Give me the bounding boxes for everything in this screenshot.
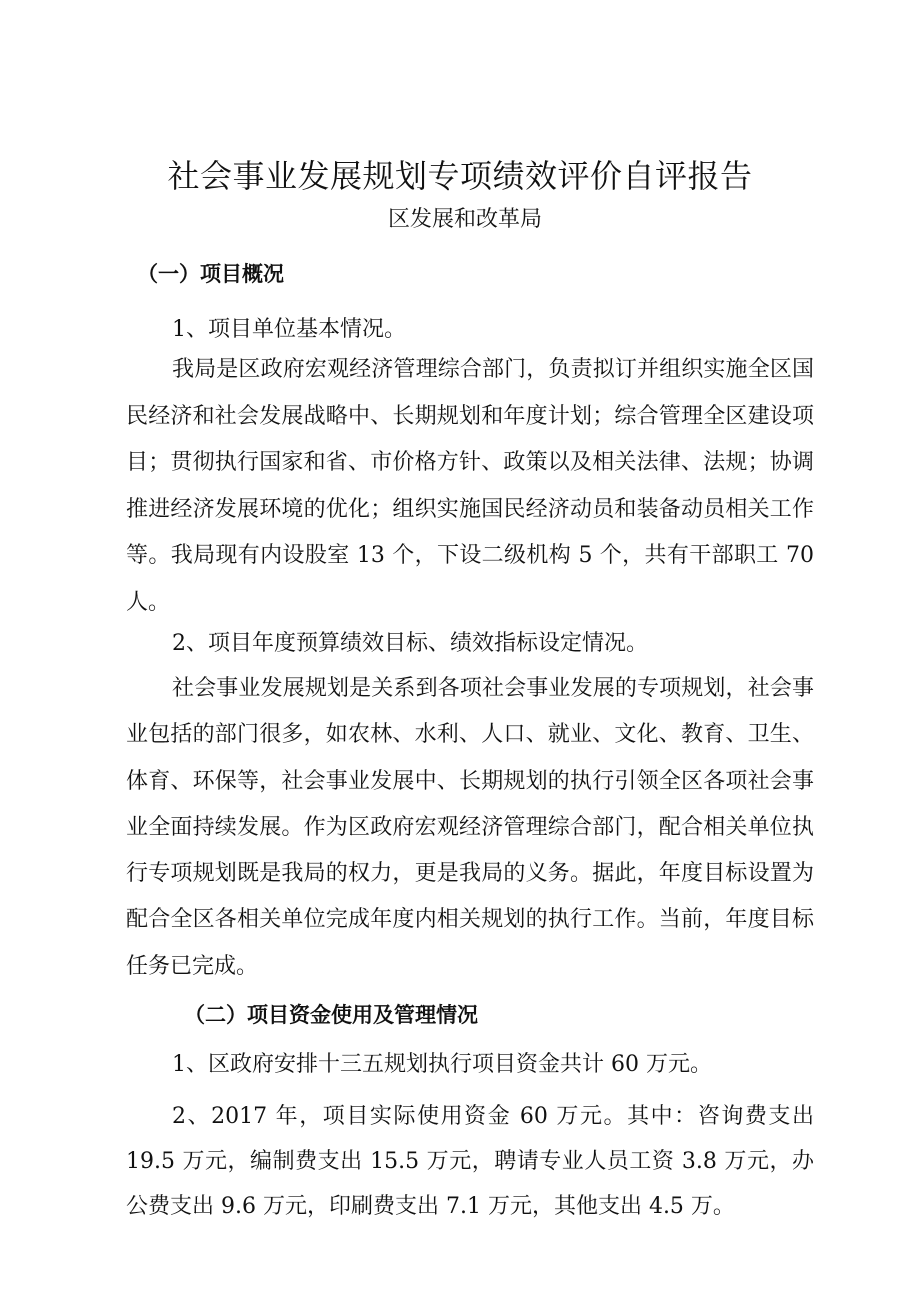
section-heading-overview: （一）项目概况: [137, 261, 284, 286]
paragraph: 2、项目年度预算绩效目标、绩效指标设定情况。: [172, 631, 648, 656]
report-title: 社会事业发展规划专项绩效评价自评报告: [167, 157, 753, 195]
paragraph: 2、2017 年，项目实际使用资金 60 万元。其中：咨询费支出 19.5 万元，编制费支出 15.5 万元，聘请专业人员工资 3.8 万元，办公费支出 9.6 万元，印刷费支出 7.1 万元，其他支出 4.5 万。: [126, 1104, 814, 1219]
report-subtitle: 区发展和改革局: [387, 207, 542, 232]
section-heading-funds: （二）项目资金使用及管理情况: [184, 1002, 478, 1027]
paragraph: 1、区政府安排十三五规划执行项目资金共计 60 万元。: [172, 1052, 712, 1077]
paragraph: 社会事业发展规划是关系到各项社会事业发展的专项规划，社会事业包括的部门很多，如农林、水利、人口、就业、文化、教育、卫生、体育、环保等，社会事业发展中、长期规划的执行引领全区各项社会事业全面持续发展。作为区政府宏观经济管理综合部门，配合相关单位执行专项规划既是我局的权力，更是我局的义务。据此，年度目标设置为配合全区各相关单位完成年度内相关规划的执行工作。当前，年度目标任务已完成。: [126, 676, 814, 979]
paragraph: 我局是区政府宏观经济管理综合部门，负责拟订并组织实施全区国民经济和社会发展战略中、长期规划和年度计划；综合管理全区建设项目；贯彻执行国家和省、市价格方针、政策以及相关法律、法规；协调推进经济发展环境的优化；组织实施国民经济动员和装备动员相关工作等。我局现有内设股室 13 个，下设二级机构 5 个，共有干部职工 70 人。: [126, 357, 814, 615]
paragraph: 1、项目单位基本情况。: [172, 317, 406, 342]
